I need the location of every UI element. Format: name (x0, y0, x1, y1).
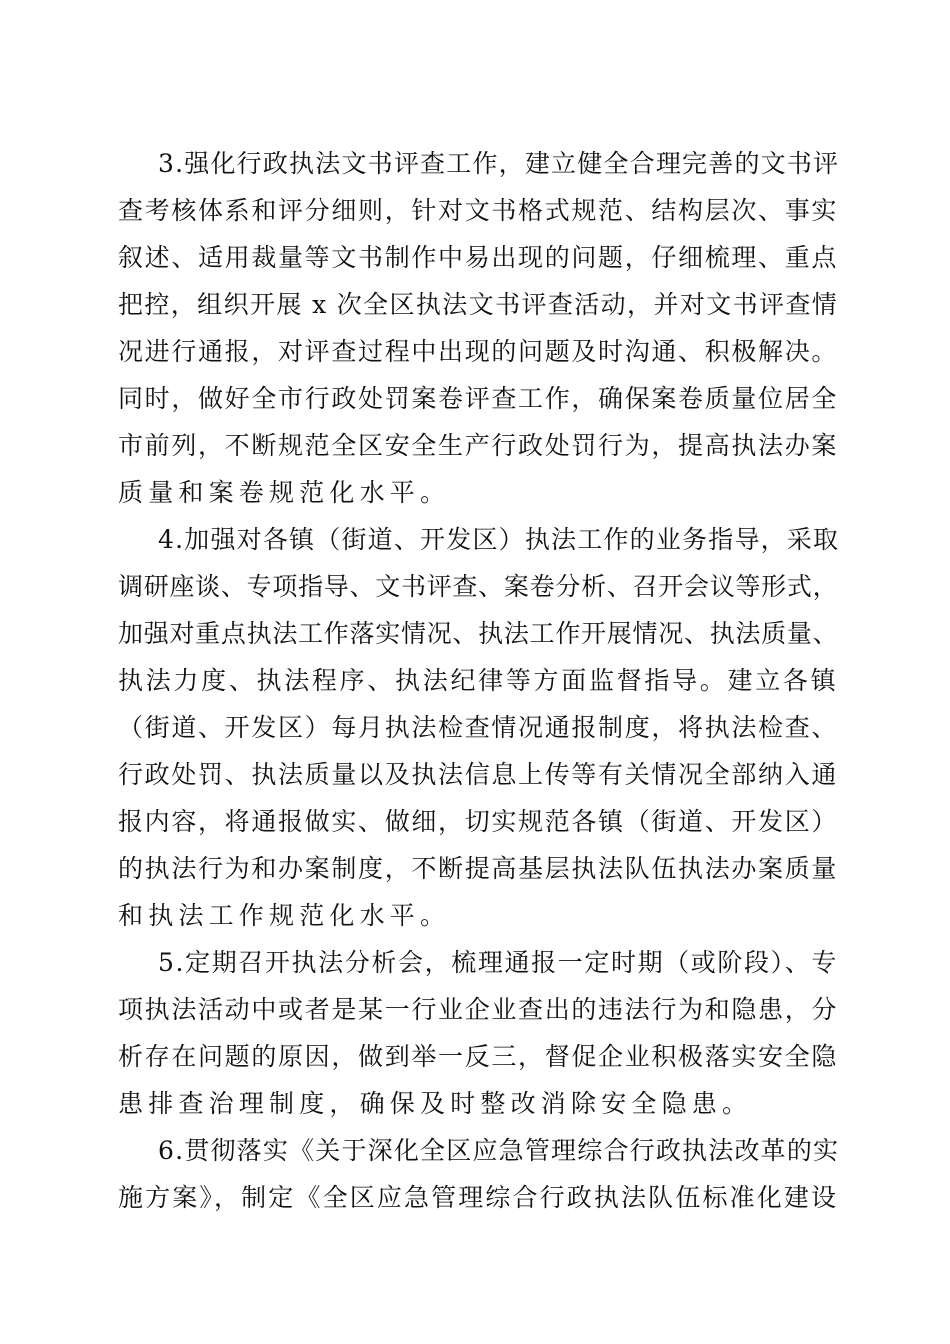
paragraph-line: 4.加强对各镇（街道、开发区）执法工作的业务指导，采取 (158, 525, 840, 554)
paragraph-3 (118, 140, 838, 516)
paragraph-line: （街道、开发区）每月执法检查情况通报制度，将执法检查、 (118, 713, 838, 742)
paragraph-line: 3.强化行政执法文书评查工作，建立健全合理完善的文书评 (158, 149, 840, 178)
paragraph-line: 的执法行为和办案制度，不断提高基层执法队伍执法办案质量 (118, 854, 838, 883)
paragraph-line: 和执法工作规范化水平。 (118, 901, 451, 930)
paragraph-line: 调研座谈、专项指导、文书评查、案卷分析、召开会议等形式， (118, 572, 838, 601)
paragraph-line: 质量和案卷规范化水平。 (118, 478, 451, 507)
paragraph-line: 执法力度、执法程序、执法纪律等方面监督指导。建立各镇 (118, 666, 838, 695)
paragraph-line: 把控，组织开展 x 次全区执法文书评查活动，并对文书评查情 (118, 290, 838, 319)
paragraph-line: 报内容，将通报做实、做细，切实规范各镇（街道、开发区） (118, 807, 838, 836)
paragraph-6 (118, 1127, 838, 1221)
paragraph-line: 行政处罚、执法质量以及执法信息上传等有关情况全部纳入通 (118, 760, 838, 789)
paragraph-5 (118, 939, 838, 1127)
paragraph-line: 患排查治理制度，确保及时整改消除安全隐患。 (118, 1089, 753, 1118)
paragraph-line: 况进行通报，对评查过程中出现的问题及时沟通、积极解决。 (118, 337, 838, 366)
paragraph-4 (118, 516, 838, 939)
paragraph-line: 项执法活动中或者是某一行业企业查出的违法行为和隐患，分 (118, 995, 838, 1024)
paragraph-line: 加强对重点执法工作落实情况、执法工作开展情况、执法质量、 (118, 619, 838, 648)
paragraph-line: 5.定期召开执法分析会，梳理通报一定时期（或阶段）、专 (158, 948, 838, 977)
paragraph-line: 6.贯彻落实《关于深化全区应急管理综合行政执法改革的实 (158, 1136, 840, 1165)
paragraph-line: 同时，做好全市行政处罚案卷评查工作，确保案卷质量位居全 (118, 384, 838, 413)
paragraph-line: 市前列，不断规范全区安全生产行政处罚行为，提高执法办案 (118, 431, 838, 460)
paragraph-line: 叙述、适用裁量等文书制作中易出现的问题，仔细梳理、重点 (118, 243, 838, 272)
document-body (118, 140, 838, 1221)
paragraph-line: 施方案》，制定《全区应急管理综合行政执法队伍标准化建设 (118, 1183, 838, 1212)
paragraph-line: 查考核体系和评分细则，针对文书格式规范、结构层次、事实 (118, 196, 838, 225)
paragraph-line: 析存在问题的原因，做到举一反三，督促企业积极落实安全隐 (118, 1042, 838, 1071)
